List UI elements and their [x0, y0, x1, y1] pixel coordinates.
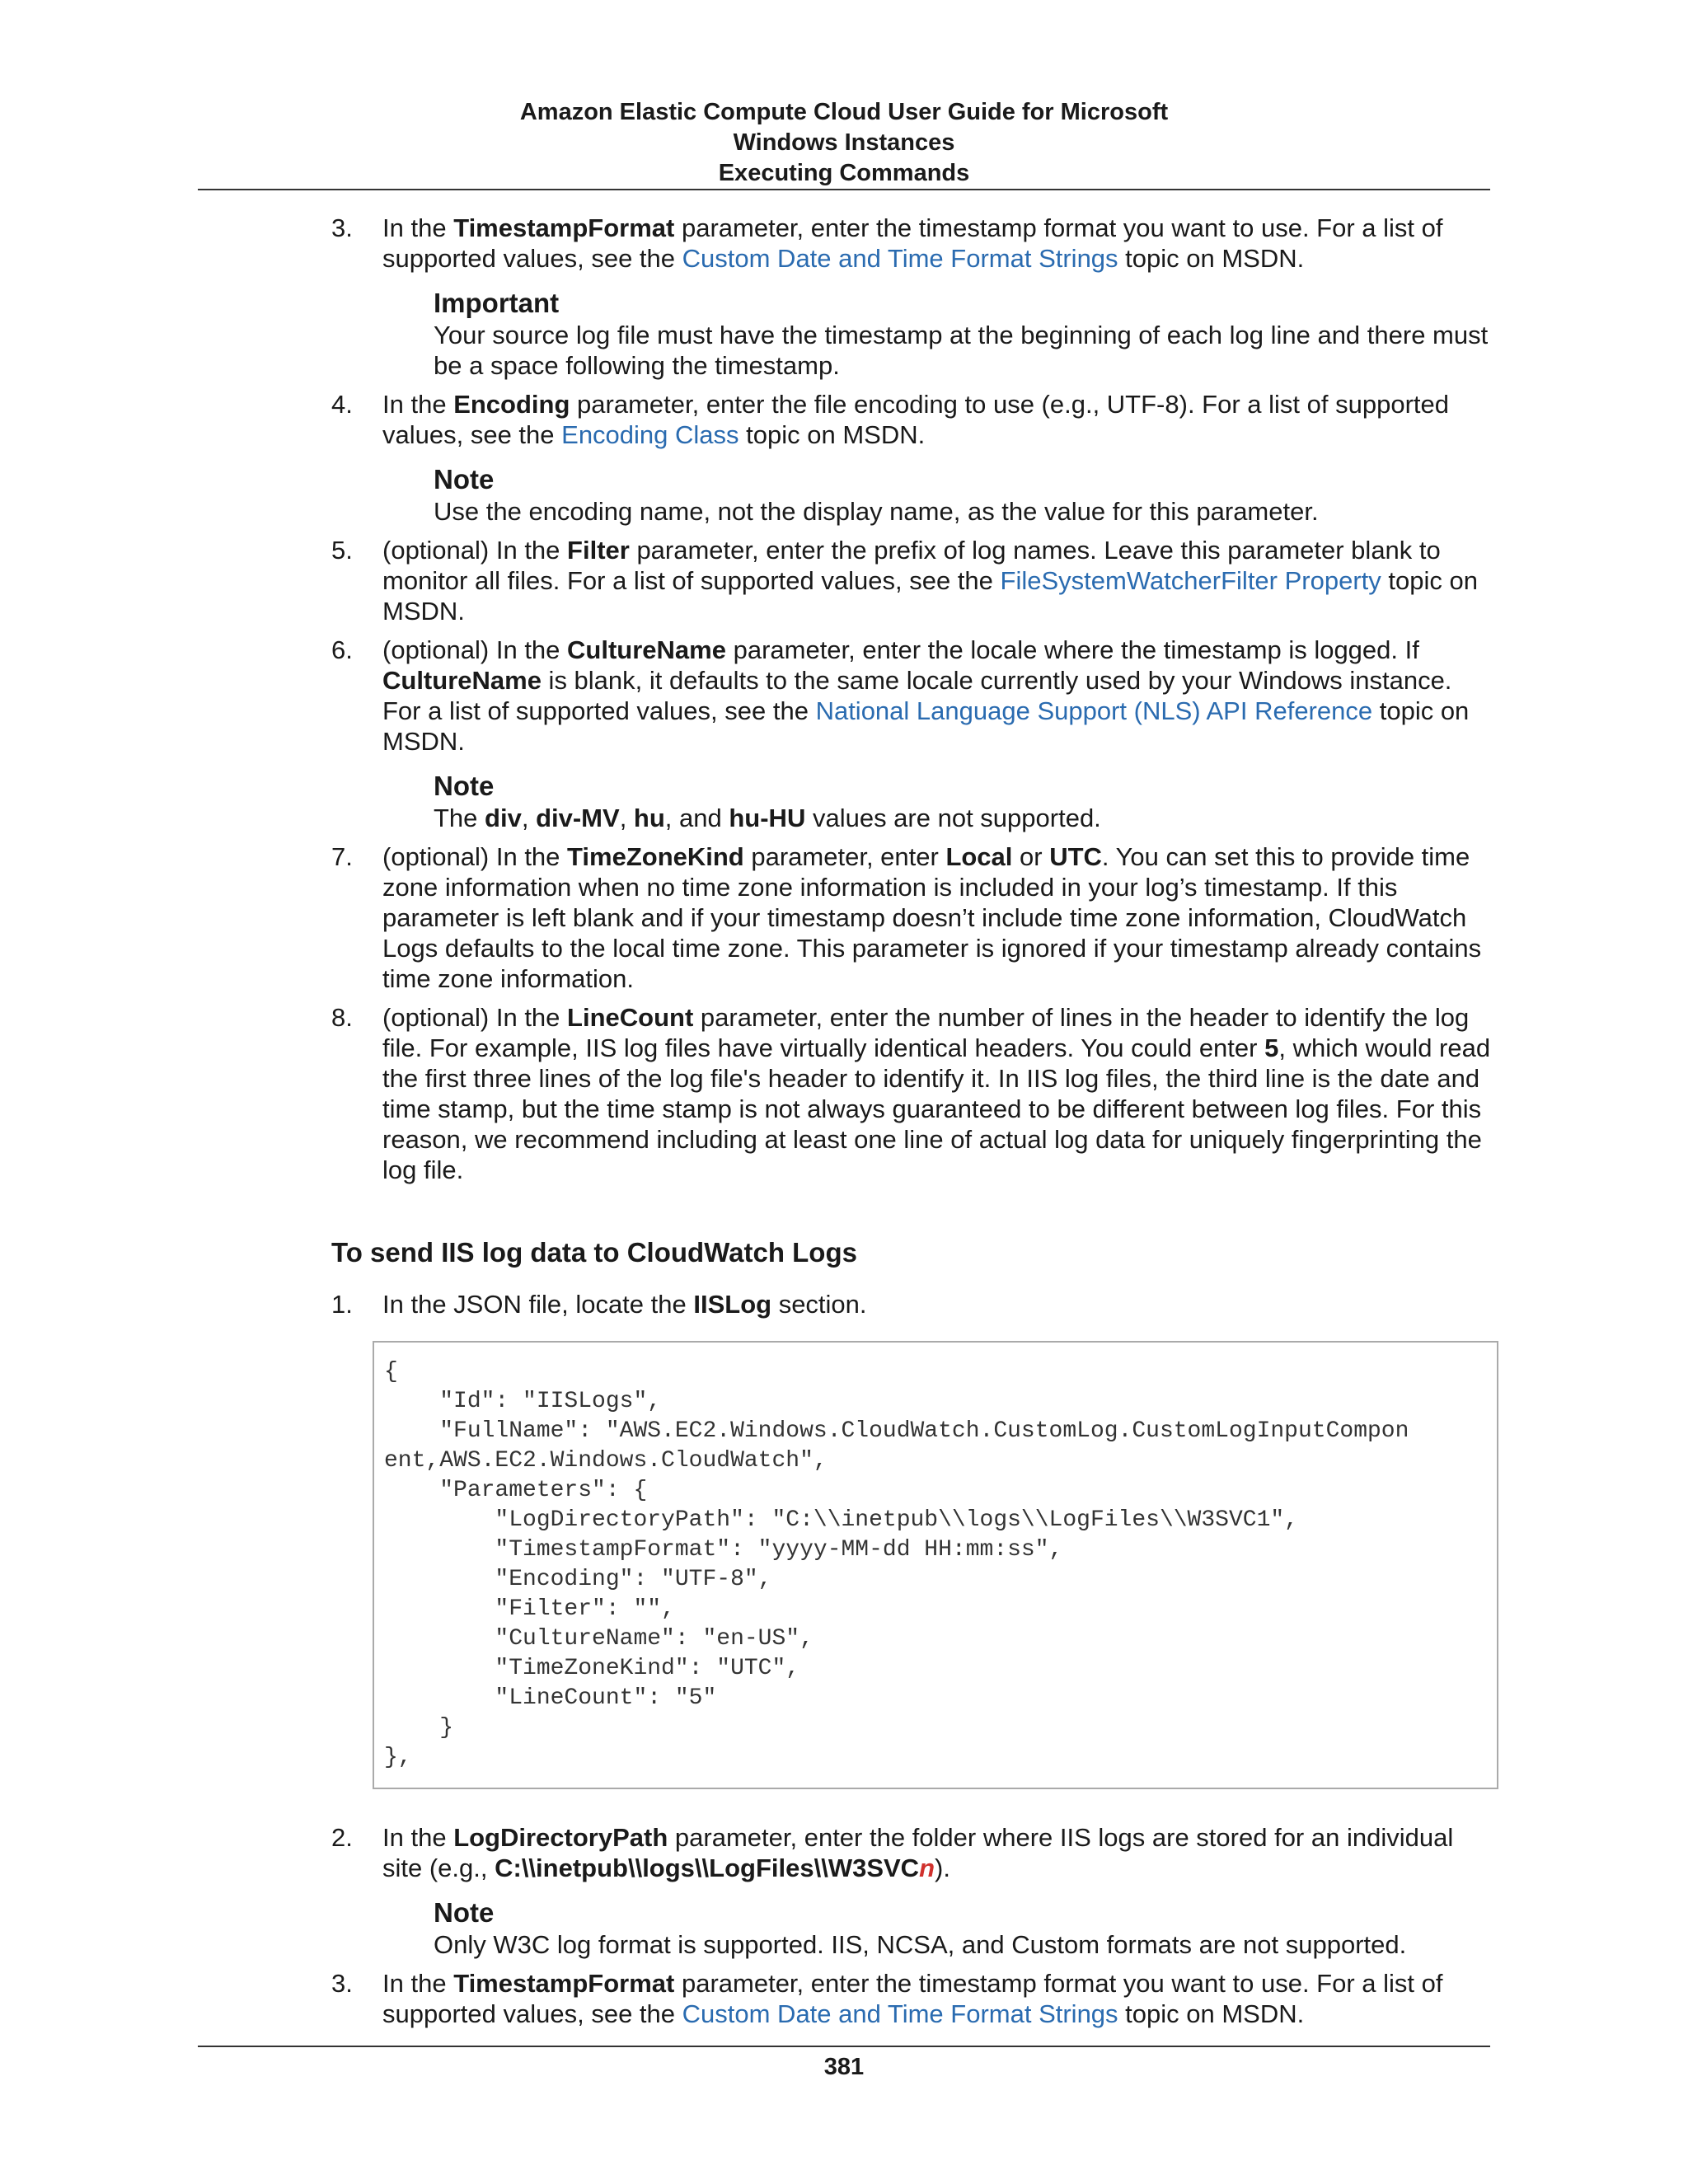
- replaceable-variable: n: [919, 1854, 935, 1882]
- section-heading: To send IIS log data to CloudWatch Logs: [331, 1237, 857, 1268]
- header-chapter-title: Executing Commands: [718, 160, 970, 186]
- list-item: 7. (optional) In the TimeZoneKind parameter, enter Local or UTC. You can set this to provide time zone information when no time zone information is included in your log’s timestamp. If this parameter is left blank and if your timestamp doesn’t include time zone information, CloudWatch Logs defaults to the local time zone. This parameter is ignored if your timestamp already contains time zone information.: [331, 842, 1482, 993]
- custom-date-time-format-link[interactable]: Custom Date and Time Format Strings: [682, 1999, 1118, 2028]
- page-content: [331, 213, 1493, 2037]
- custom-date-time-format-link[interactable]: Custom Date and Time Format Strings: [682, 244, 1118, 273]
- list-item: 5. (optional) In the Filter parameter, enter the prefix of log names. Leave this parameter blank to monitor all files. For a list of supported values, see the FileSystemWatcherFilter Property topic on MSDN.: [331, 536, 1478, 626]
- note-callout: Note The div, div-MV, hu, and hu-HU values are not supported.: [434, 771, 1101, 832]
- footer-rule: [198, 2046, 1490, 2047]
- list-item: 4. In the Encoding parameter, enter the file encoding to use (e.g., UTF-8). For a list of supported values, see the Encoding Class topic on MSDN.: [331, 390, 1449, 449]
- list-item: 1. In the JSON file, locate the IISLog section.: [331, 1290, 867, 1319]
- list-item: 8. (optional) In the LineCount parameter, enter the number of lines in the header to identify the log file. For example, IIS log files have virtually identical headers. You could enter 5, which would read the first three lines of the log file's header to identify it. In IIS log files, the third line is the date and time stamp, but the time stamp is not always guaranteed to be different between log files. For this reason, we recommend including at least one line of actual log data for uniquely fingerprinting the log file.: [331, 1003, 1491, 1184]
- list-item: 2. In the LogDirectoryPath parameter, enter the folder where IIS logs are stored for an individual site (e.g., C:\\inetpub\\logs\\LogFiles\\W3SVCn).: [331, 1823, 1454, 1882]
- list-item: 3. In the TimestampFormat parameter, enter the timestamp format you want to use. For a list of supported values, see the Custom Date and Time Format Strings topic on MSDN.: [331, 213, 1443, 273]
- list-item: 3. In the TimestampFormat parameter, enter the timestamp format you want to use. For a list of supported values, see the Custom Date and Time Format Strings topic on MSDN.: [331, 1969, 1443, 2028]
- note-callout: Note Use the encoding name, not the display name, as the value for this parameter.: [434, 464, 1319, 526]
- note-callout: Note Only W3C log format is supported. IIS, NCSA, and Custom formats are not supported.: [434, 1897, 1407, 1959]
- page-header: [198, 97, 1490, 189]
- header-guide-subtitle: Windows Instances: [733, 129, 955, 156]
- important-callout: Important Your source log file must have the timestamp at the beginning of each log line and there must be a space following the timestamp.: [434, 288, 1489, 380]
- nls-api-reference-link[interactable]: National Language Support (NLS) API Reference: [815, 696, 1373, 725]
- filesystemwatcherfilter-link[interactable]: FileSystemWatcherFilter Property: [1000, 566, 1381, 595]
- code-block: { "Id": "IISLogs", "FullName": "AWS.EC2.Windows.CloudWatch.CustomLog.CustomLogInputCompon ent,AWS.EC2.Windows.CloudWatch", "Parameters": { "LogDirectoryPath": "C:\\inetpub\\logs\\LogFiles\\W3SVC1", "TimestampFormat": "yyyy-MM-dd HH:mm:ss", "Encoding": "UTF-8", "Filter": "", "CultureName": "en-US", "TimeZoneKind": "UTC", "LineCount": "5" } },: [373, 1341, 1498, 1789]
- encoding-class-link[interactable]: Encoding Class: [561, 420, 739, 449]
- page-number: 381: [823, 2054, 865, 2080]
- list-item: 6. (optional) In the CultureName parameter, enter the locale where the timestamp is logged. If CultureName is blank, it defaults to the same locale currently used by your Windows instance. For a list of supported values, see the National Language Support (NLS) API Reference topic on MSDN.: [331, 635, 1470, 756]
- header-guide-title: Amazon Elastic Compute Cloud User Guide for Microsoft: [519, 99, 1169, 125]
- log-directory-path-example: C:\\inetpub\\logs\\LogFiles\\W3SVC: [495, 1854, 920, 1882]
- header-rule: [198, 189, 1490, 190]
